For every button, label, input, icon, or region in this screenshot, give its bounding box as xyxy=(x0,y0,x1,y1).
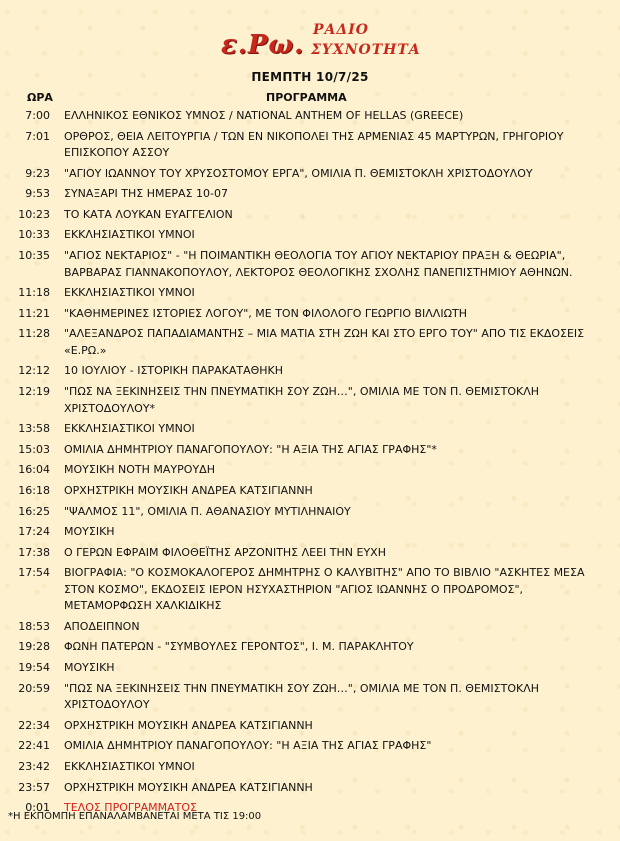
schedule-program: "ΠΩΣ ΝΑ ΞΕΚΙΝΗΣΕΙΣ ΤΗΝ ΠΝΕΥΜΑΤΙΚΗ ΣΟΥ ΖΩΗ…", ΟΜΙΛΙΑ ΜΕ ΤΟΝ Π. ΘΕΜΙΣΤΟΚΛΗ ΧΡΙΣΤΟΔΟΥΛΟΥ xyxy=(64,681,539,712)
schedule-row xyxy=(0,462,620,479)
schedule-row xyxy=(0,524,620,541)
schedule-time: 17:54 xyxy=(18,566,50,580)
schedule-time: 11:28 xyxy=(18,327,50,341)
schedule-row xyxy=(0,306,620,323)
schedule-program: ΟΡΧΗΣΤΡΙΚΗ ΜΟΥΣΙΚΗ ΑΝΔΡΕΑ ΚΑΤΣΙΓΙΑΝΝΗ xyxy=(64,780,313,794)
schedule-program: ΦΩΝΗ ΠΑΤΕΡΩΝ - "ΣΥΜΒΟΥΛΕΣ ΓΕΡΟΝΤΟΣ", Ι. Μ. ΠΑΡΑΚΛΗΤΟΥ xyxy=(64,640,414,654)
schedule-time: 22:41 xyxy=(18,739,50,753)
schedule-program: "ΠΩΣ ΝΑ ΞΕΚΙΝΗΣΕΙΣ ΤΗΝ ΠΝΕΥΜΑΤΙΚΗ ΣΟΥ ΖΩΗ…", ΟΜΙΛΙΑ ΜΕ ΤΟΝ Π. ΘΕΜΙΣΤΟΚΛΗ ΧΡΙΣΤΟΔΟΥΛΟΥ* xyxy=(64,385,539,415)
schedule-program: ΟΜΙΛΙΑ ΔΗΜΗΤΡΙΟΥ ΠΑΝΑΓΟΠΟΥΛΟΥ: "Η ΑΞΙΑ ΤΗΣ ΑΓΙΑΣ ΓΡΑΦΗΣ"* xyxy=(64,442,437,456)
schedule-time: 19:28 xyxy=(18,640,50,654)
schedule-time: 7:00 xyxy=(25,109,50,122)
schedule-time: 15:03 xyxy=(18,442,50,456)
schedule-time: 19:54 xyxy=(18,661,50,675)
schedule-program: "ΨΑΛΜΟΣ 11", ΟΜΙΛΙΑ Π. ΑΘΑΝΑΣΙΟΥ ΜΥΤΙΛΗΝΑΙΟΥ xyxy=(64,504,351,518)
schedule-program: ΒΙΟΓΡΑΦΙΑ: "Ο ΚΟΣΜΟΚΑΛΟΓΕΡΟΣ ΔΗΜΗΤΡΗΣ Ο ΚΑΛΥΒΙΤΗΣ" ΑΠΟ ΤΟ ΒΙΒΛΙΟ "ΑΣΚΗΤΕΣ ΜΕΣΑ ΣΤΟΝ ΚΟΣΜΟ", ΕΚΔΟΣΕΙΣ ΙΕΡΟΝ ΗΣΥΧΑΣΤΗΡΙΟΝ "ΑΓΙΟΣ ΙΩΑΝΝΗΣ Ο ΠΡΟΔΡΟΜΟΣ", ΜΕΤΑΜΟΡΦΩΣΗ ΧΑΛΚΙΔΙΚΗΣ xyxy=(64,566,585,613)
schedule-time: 11:21 xyxy=(18,306,50,320)
schedule-time: 9:53 xyxy=(25,187,50,201)
schedule-program: "ΑΓΙΟΥ ΙΩΑΝΝΟΥ ΤΟΥ ΧΡΥΣΟΣΤΟΜΟΥ ΕΡΓΑ", ΟΜΙΛΙΑ Π. ΘΕΜΙΣΤΟΚΛΗ ΧΡΙΣΤΟΔΟΥΛΟΥ xyxy=(64,166,533,180)
schedule-row xyxy=(0,718,620,735)
schedule-row xyxy=(0,759,620,776)
footnote: *Η ΕΚΠΟΜΠΗ ΕΠΑΝΑΛΑΜΒΑΝΕΤΑΙ ΜΕΤΑ ΤΙΣ 19:00 xyxy=(8,811,262,822)
schedule-program: ΤΟ ΚΑΤΑ ΛΟΥΚΑΝ ΕΥΑΓΓΕΛΙΟΝ xyxy=(64,207,233,221)
schedule-row xyxy=(0,681,620,714)
schedule-time: 12:19 xyxy=(18,385,50,399)
schedule-program: "ΑΛΕΞΑΝΔΡΟΣ ΠΑΠΑΔΙΑΜΑΝΤΗΣ – ΜΙΑ ΜΑΤΙΑ ΣΤΗ ΖΩΗ ΚΑΙ ΣΤΟ ΕΡΓΟ ΤΟΥ" ΑΠΟ ΤΙΣ ΕΚΔΟΣΕΙΣ «Ε.ΡΩ.» xyxy=(64,327,585,357)
logo-line-frequency: ΣΥΧΝΟΤΗΤΑ xyxy=(311,42,421,58)
schedule-program: ΟΡΧΗΣΤΡΙΚΗ ΜΟΥΣΙΚΗ ΑΝΔΡΕΑ ΚΑΤΣΙΓΙΑΝΝΗ xyxy=(64,483,313,497)
schedule-time: 10:35 xyxy=(18,249,50,263)
schedule-time: 0:01 xyxy=(25,801,50,815)
schedule-row xyxy=(0,129,620,162)
schedule-program: ΟΡΧΗΣΤΡΙΚΗ ΜΟΥΣΙΚΗ ΑΝΔΡΕΑ ΚΑΤΣΙΓΙΑΝΝΗ xyxy=(64,718,313,732)
schedule-row xyxy=(0,108,620,125)
schedule-time: 13:58 xyxy=(18,422,50,436)
schedule-time: 11:18 xyxy=(18,286,50,300)
schedule-row xyxy=(0,504,620,521)
schedule-program: ΕΚΚΛΗΣΙΑΣΤΙΚΟΙ ΥΜΝΟΙ xyxy=(64,759,195,773)
schedule-program: ΑΠΟΔΕΙΠΝΟΝ xyxy=(64,619,140,633)
schedule-program: ΣΥΝΑΞΑΡΙ ΤΗΣ ΗΜΕΡΑΣ 10-07 xyxy=(64,187,228,201)
schedule-row xyxy=(0,619,620,636)
station-logo xyxy=(0,22,620,66)
logo-mark: ε.Ρω. xyxy=(221,30,305,60)
schedule-time: 16:18 xyxy=(18,483,50,497)
schedule-program: ΕΚΚΛΗΣΙΑΣΤΙΚΟΙ ΥΜΝΟΙ xyxy=(64,422,195,436)
schedule-row xyxy=(0,738,620,755)
schedule-row xyxy=(0,483,620,500)
schedule-time: 23:42 xyxy=(18,759,50,773)
schedule-row xyxy=(0,442,620,459)
schedule-time: 7:01 xyxy=(25,129,50,143)
schedule-program: Ο ΓΕΡΩΝ ΕΦΡΑΙΜ ΦΙΛΟΘΕΪΤΗΣ ΑΡΖΟΝΙΤΗΣ ΛΕΕΙ ΤΗΝ ΕΥΧΗ xyxy=(64,545,386,559)
schedule-time: 10:33 xyxy=(18,228,50,242)
schedule-row xyxy=(0,326,620,359)
schedule-row xyxy=(0,186,620,203)
schedule-time: 20:59 xyxy=(18,681,50,695)
schedule-program: ΜΟΥΣΙΚΗ ΝΟΤΗ ΜΑΥΡΟΥΔΗ xyxy=(64,463,215,477)
schedule-program: ΟΜΙΛΙΑ ΔΗΜΗΤΡΙΟΥ ΠΑΝΑΓΟΠΟΥΛΟΥ: "Η ΑΞΙΑ ΤΗΣ ΑΓΙΑΣ ΓΡΑΦΗΣ" xyxy=(64,739,432,753)
schedule-time: 16:04 xyxy=(18,463,50,477)
time-column-header: ΩΡΑ xyxy=(27,91,53,104)
schedule-time: 16:25 xyxy=(18,504,50,518)
schedule-program: "ΚΑΘΗΜΕΡΙΝΕΣ ΙΣΤΟΡΙΕΣ ΛΟΓΟΥ", ΜΕ ΤΟΝ ΦΙΛΟΛΟΓΟ ΓΕΩΡΓΙΟ ΒΙΛΛΙΩΤΗ xyxy=(64,306,467,320)
schedule-program: ΕΛΛΗΝΙΚΟΣ ΕΘΝΙΚΟΣ ΥΜΝΟΣ / NATIONAL ANTHEM OF HELLAS (GREECE) xyxy=(64,109,464,122)
schedule-row xyxy=(0,639,620,656)
schedule-program: ΕΚΚΛΗΣΙΑΣΤΙΚΟΙ ΥΜΝΟΙ xyxy=(64,286,195,300)
schedule-row xyxy=(0,565,620,615)
schedule-time: 18:53 xyxy=(18,619,50,633)
schedule-time: 17:38 xyxy=(18,545,50,559)
schedule-time: 12:12 xyxy=(18,364,50,378)
schedule-row xyxy=(0,248,620,281)
schedule-program: "ΑΓΙΟΣ ΝΕΚΤΑΡΙΟΣ" - "Η ΠΟΙΜΑΝΤΙΚΗ ΘΕΟΛΟΓΙΑ ΤΟΥ ΑΓΙΟΥ ΝΕΚΤΑΡΙΟΥ ΠΡΑΞΗ & ΘΕΩΡΙΑ", ΒΑΡΒΑΡΑΣ ΓΙΑΝΝΑΚΟΠΟΥΛΟΥ, ΛΕΚΤΟΡΟΣ ΘΕΟΛΟΓΙΚΗΣ ΣΧΟΛΗΣ ΠΑΝΕΠΙΣΤΗΜΙΟΥ ΑΘΗΝΩΝ. xyxy=(64,249,573,279)
schedule-row xyxy=(0,384,620,417)
schedule-time: 9:23 xyxy=(25,166,50,180)
schedule-row xyxy=(0,660,620,677)
schedule-program: ΟΡΘΡΟΣ, ΘΕΙΑ ΛΕΙΤΟΥΡΓΙΑ / ΤΩΝ ΕΝ ΝΙΚΟΠΟΛΕΙ ΤΗΣ ΑΡΜΕΝΙΑΣ 45 ΜΑΡΤΥΡΩΝ, ΓΡΗΓΟΡΙΟΥ ΕΠΙΣΚΟΠΟΥ ΑΣΣΟΥ xyxy=(64,129,564,160)
schedule-row xyxy=(0,227,620,244)
schedule-program: ΕΚΚΛΗΣΙΑΣΤΙΚΟΙ ΥΜΝΟΙ xyxy=(64,228,195,242)
schedule-row xyxy=(0,207,620,224)
schedule-program: ΤΕΛΟΣ ΠΡΟΓΡΑΜΜΑΤΟΣ xyxy=(64,801,197,815)
schedule-time: 10:23 xyxy=(18,207,50,221)
schedule-row xyxy=(0,285,620,302)
schedule-program: 10 ΙΟΥΛΙΟΥ - ΙΣΤΟΡΙΚΗ ΠΑΡΑΚΑΤΑΘΗΚΗ xyxy=(64,364,284,378)
schedule-time: 17:24 xyxy=(18,525,50,539)
schedule-time: 23:57 xyxy=(18,780,50,794)
schedule-time: 22:34 xyxy=(18,718,50,732)
schedule-row xyxy=(0,421,620,438)
logo-line-radio: ΡΑΔΙΟ xyxy=(313,22,369,38)
schedule-program: ΜΟΥΣΙΚΗ xyxy=(64,525,115,539)
schedule-date: ΠΕΜΠΤΗ 10/7/25 xyxy=(251,70,369,84)
program-column-header: ΠΡΟΓΡΑΜΜΑ xyxy=(266,91,347,104)
schedule-row xyxy=(0,363,620,380)
schedule-list xyxy=(0,108,620,821)
schedule-row xyxy=(0,166,620,183)
schedule-row xyxy=(0,780,620,797)
schedule-program: ΜΟΥΣΙΚΗ xyxy=(64,661,115,675)
schedule-row xyxy=(0,545,620,562)
